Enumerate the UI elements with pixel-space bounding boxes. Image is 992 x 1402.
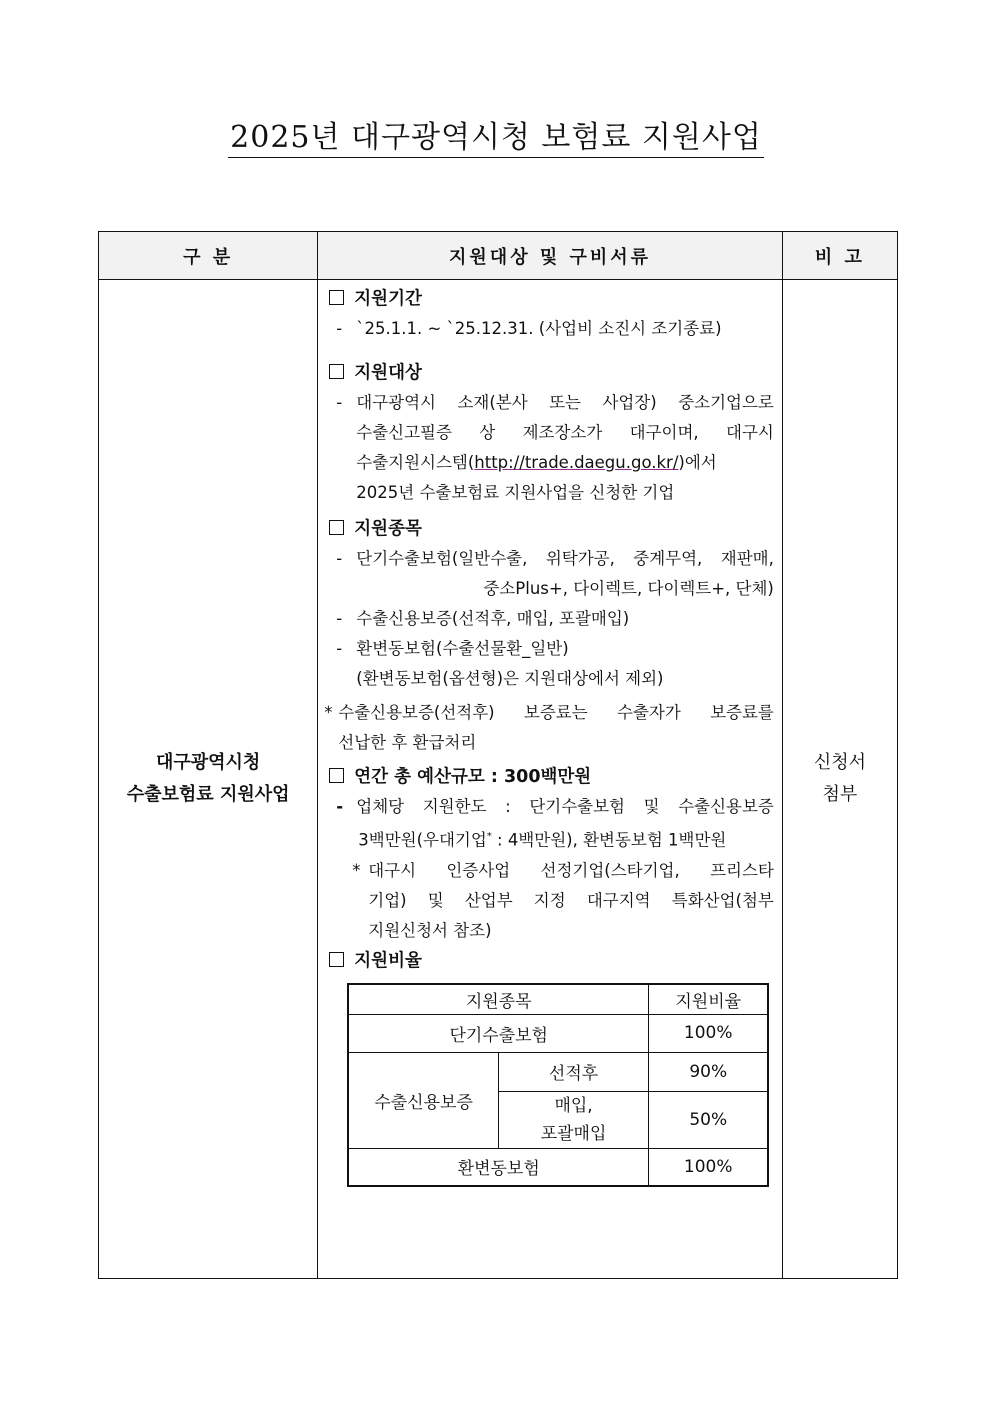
ratio-rate-short-term: 100% bbox=[649, 1014, 769, 1052]
checkbox-square-icon bbox=[329, 520, 344, 535]
ratio-item-short-term: 단기수출보험 bbox=[348, 1014, 648, 1052]
ratio-sub-purchase: 매입, 포괄매입 bbox=[498, 1091, 648, 1148]
checkbox-square-icon bbox=[329, 364, 344, 379]
requirements-cell bbox=[318, 280, 783, 1279]
checkbox-square-icon bbox=[329, 952, 344, 967]
section-budget: 연간 총 예산규모 : 300백만원 - 업체당 지원한도 : 단기수출보험 및 수출신용보증 3백만원(우대기업* : 4백만원), 환변동보험 1백만원 * 대구시 인증사업 선정기업(스타기업, 프리스타 기업) 및 산업부 지정 대구지역 특화산업(첨부 지원신청서 참조) bbox=[328, 762, 774, 946]
header-category: 구 분 bbox=[99, 232, 318, 280]
header-remarks: 비 고 bbox=[782, 232, 897, 280]
ratio-rate-purchase: 50% bbox=[649, 1091, 769, 1148]
checkbox-square-icon bbox=[329, 768, 344, 783]
ratio-item-fx-insurance: 환변동보험 bbox=[348, 1148, 648, 1186]
section-items: 지원종목 - 단기수출보험(일반수출, 위탁가공, 중계무역, 재판매, 중소Plus+, 다이렉트, 다이렉트+, 단체) - 수출신용보증(선적후, 매입, 포괄매입) - 환변동보험(수출선물환_일반) (환변동보험(옵션형)은 지원대상에서 제외) * 수출신용보증(선적후) 보증료는 수출자가 보증료를 선납한 후 환급처리 bbox=[324, 519, 774, 752]
section-period: 지원기간 - `25.1.1. ~ `25.12.31. (사업비 소진시 조기종료) bbox=[328, 284, 774, 344]
category-cell: 대구광역시청 수출보험료 지원사업 bbox=[99, 280, 318, 1279]
ratio-rate-fx-insurance: 100% bbox=[649, 1148, 769, 1186]
ratio-item-credit-guarantee: 수출신용보증 bbox=[348, 1052, 498, 1148]
support-ratio-table bbox=[347, 983, 769, 1187]
page-title: 2025년 대구광역시청 보험료 지원사업 bbox=[0, 112, 992, 156]
ratio-sub-post-shipment: 선적후 bbox=[498, 1052, 648, 1091]
checkbox-square-icon bbox=[329, 290, 344, 305]
ratio-header-item: 지원종목 bbox=[348, 984, 648, 1014]
header-requirements: 지원대상 및 구비서류 bbox=[318, 232, 783, 280]
ratio-rate-post-shipment: 90% bbox=[649, 1052, 769, 1091]
trade-system-link[interactable]: http://trade.daegu.go.kr/ bbox=[474, 453, 679, 472]
section-ratio: 지원비율 bbox=[328, 946, 774, 976]
support-program-table bbox=[98, 231, 898, 1279]
remarks-cell: 신청서 첨부 bbox=[782, 280, 897, 1279]
section-target: 지원대상 - 대구광역시 소재(본사 또는 사업장) 중소기업으로 수출신고필증 상 제조장소가 대구이며, 대구시 수출지원시스템(http://trade.daegu.go.kr/)에서 2025년 수출보험료 지원사업을 신청한 기업 bbox=[328, 358, 774, 508]
ratio-header-rate: 지원비율 bbox=[649, 984, 769, 1014]
